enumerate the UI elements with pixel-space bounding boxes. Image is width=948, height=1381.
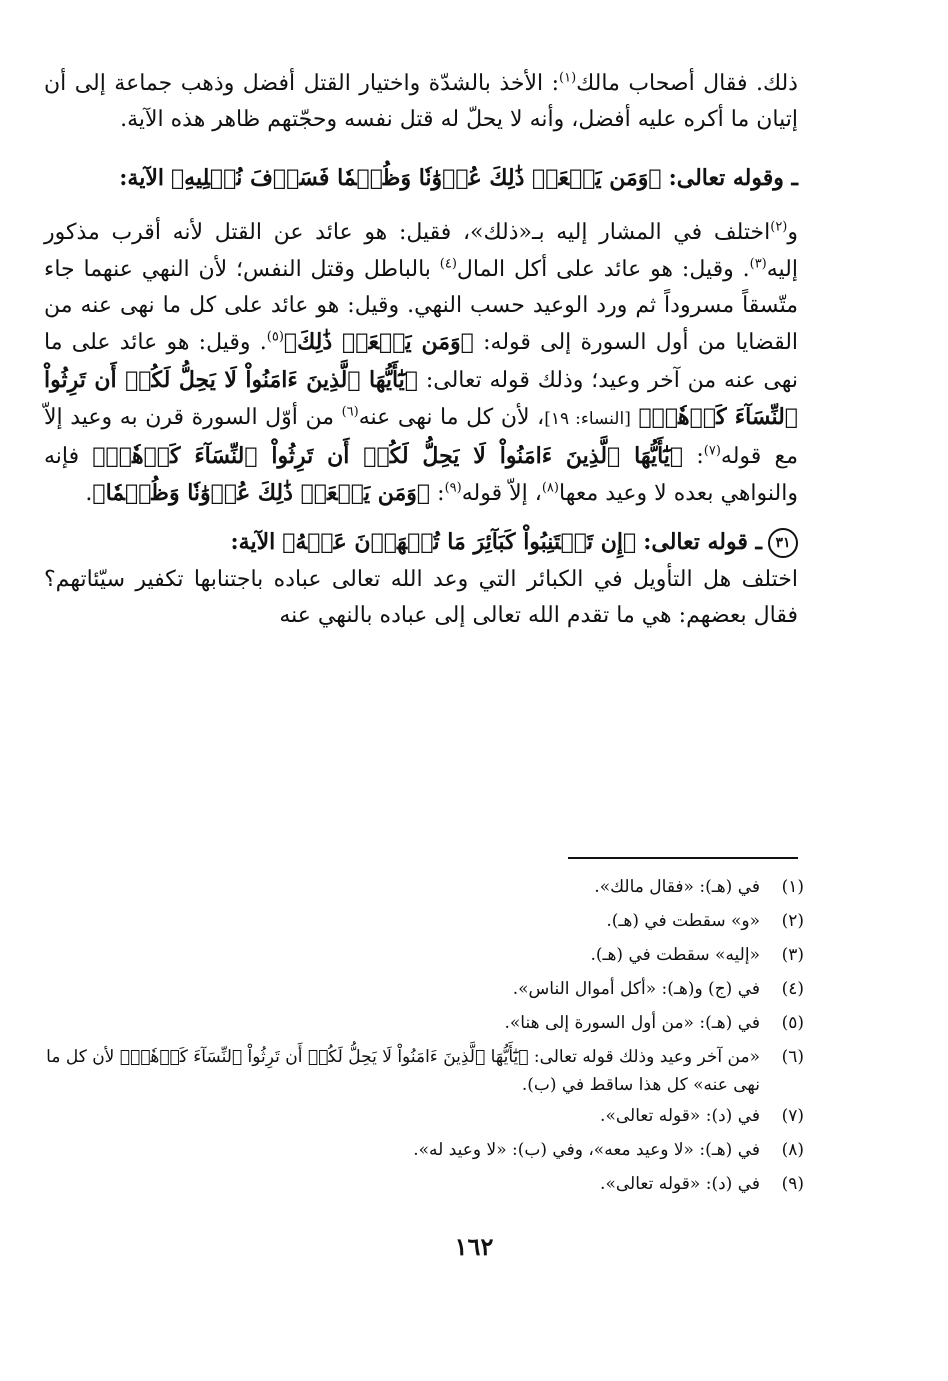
text-run: اختلف هل التأويل في الكبائر التي وعد الله تعالى عباده باجتنابها تكفير سيّئاتهم؟ فقال بعضهم: هي ما تقدم الله تعالى إلى عباده بالنهي عنه [44, 566, 798, 629]
text-run: : [696, 443, 704, 469]
text-run: : الأخذ بالشدّة واختيار القتل أفضل وذهب جماعة إلى أن إتيان ما أكره عليه أفضل، وأنه لا يحلّ له قتل نفسه وحجّتهم ظاهر هذه الآية. [44, 71, 798, 133]
text-run: ، إلاّ قوله [461, 481, 542, 507]
footnote-number: (٥) [781, 1013, 804, 1033]
quran-verse: ﴿يَٰٓأَيُّهَا ٱلَّذِينَ ءَامَنُواْ لَا يَحِلُّ لَكُمۡ أَن تَرِثُواْ ٱلنِّسَآءَ كَرۡهٗاۖ﴾ [44, 366, 799, 431]
footnote [44, 972, 804, 1006]
footnote-text: في (هـ): «لا وعيد معه»، وفي (ب): «لا وعيد له». [413, 1140, 760, 1160]
footnote-divider [568, 857, 798, 859]
verse-number-badge: ٣١ [768, 528, 798, 558]
footnotes [44, 870, 804, 1201]
surah-reference: [النساء: ١٩] [544, 409, 631, 430]
quran-verse: ﴿وَمَن يَفۡعَلۡ ذَٰلِكَ﴾ [283, 329, 474, 356]
paragraph-1 [44, 66, 798, 139]
footnote-ref-4[interactable]: (٤) [439, 256, 457, 272]
footnote [44, 904, 804, 938]
footnote-ref-3[interactable]: (٣) [749, 256, 767, 272]
heading-tail: الآية: [230, 529, 276, 556]
footnote-text: في (د): «قوله تعالى». [600, 1106, 760, 1126]
footnote-ref-7[interactable]: (٧) [703, 443, 721, 459]
footnote-number: (٣) [781, 945, 804, 965]
quran-verse: ﴿إِن تَجۡتَنِبُواْ كَبَآئِرَ مَا تُنۡهَوۡنَ عَنۡهُ﴾ [282, 529, 637, 556]
footnote-ref-6[interactable]: (٦) [341, 404, 359, 420]
quran-verse: ﴿يَٰٓأَيُّهَا ٱلَّذِينَ ءَامَنُواْ لَا يَحِلُّ لَكُمۡ أَن تَرِثُواْ ٱلنِّسَآءَ كَرۡهٗاۖ﴾ [92, 442, 684, 469]
text-run: اختلف في المشار إليه بـ«ذلك»، فقيل: هو عائد عن القتل لأنه أقرب مذكور إليه [44, 220, 798, 282]
heading-tail: الآية: [119, 164, 164, 191]
heading-label: ـ قوله تعالى: [643, 529, 762, 556]
footnote-number: (٧) [781, 1106, 804, 1126]
text-run: : [437, 481, 445, 507]
section-heading-verse-31 [44, 524, 798, 561]
text-run: . [85, 481, 93, 507]
quran-verse: ﴿وَمَن يَفۡعَلۡ ذَٰلِكَ عُدۡوَٰنٗا وَظُلۡمٗا﴾ [92, 480, 431, 507]
text-run: فإنه والنواهي بعده لا وعيد معها [44, 443, 798, 507]
footnote [44, 1006, 804, 1040]
text-run: بالباطل وقتل النفس؛ لأن النهي عنهما جاء متّسقاً مسروداً ثم ورد الوعيد حسب النهي. وقيل: هو عائد على كل ما نهى عنه من القضايا من أول السورة إلى قوله: [44, 256, 799, 356]
section-heading-verse-30 [44, 160, 798, 197]
footnote-text: «و» سقطت في (هـ). [606, 911, 760, 931]
footnote-number: (٩) [781, 1174, 804, 1194]
footnote-text: في (هـ): «فقال مالك». [594, 877, 760, 897]
text-run: ذلك. فقال أصحاب مالك [576, 71, 798, 96]
footnote-ref-1[interactable]: (١) [559, 70, 577, 86]
footnote-text: في (ج) و(هـ): «أكل أموال الناس». [512, 979, 760, 999]
text-run: من أوّل السورة قرن به وعيد إلاّ مع قوله [44, 405, 798, 469]
paragraph-3 [44, 562, 798, 635]
footnote-ref-9[interactable]: (٩) [444, 480, 462, 496]
paragraph-2 [44, 215, 798, 512]
footnote-number: (١) [781, 877, 804, 897]
footnote [44, 1040, 804, 1099]
quran-verse: ﴿وَمَن يَفۡعَلۡ ذَٰلِكَ عُدۡوَٰنٗا وَظُلۡمٗا فَسَوۡفَ نُصۡلِيهِ﴾ [170, 164, 662, 191]
text-run: ، لأن كل ما نهى عنه [358, 405, 545, 431]
text-run: و [787, 220, 798, 246]
footnote-ref-5[interactable]: (٥) [266, 330, 284, 346]
footnote [44, 938, 804, 972]
footnote [44, 1099, 804, 1133]
heading-label: ـ وقوله تعالى: [668, 164, 798, 191]
footnote-number: (٦) [781, 1047, 804, 1067]
footnote-text: في (هـ): «من أول السورة إلى هنا». [504, 1013, 760, 1033]
text-run: . وقيل: هو عائد على أكل المال [456, 256, 750, 282]
footnote-number: (٤) [781, 979, 804, 999]
main-text [44, 66, 798, 635]
footnote [44, 1167, 804, 1201]
text-run: . وقيل: هو عائد على ما نهى عنه من آخر وعيد؛ وذلك قوله تعالى: [44, 330, 798, 393]
footnote-text: «من آخر وعيد وذلك قوله تعالى: ﴿يَٰٓأَيُّهَا ٱلَّذِينَ ءَامَنُواْ لَا يَحِلُّ لَكُمۡ أَن تَرِثُواْ ٱلنِّسَآءَ كَرۡهٗاۖ﴾ لأن كل ما نهى عنه» كل هذا ساقط في (ب). [46, 1047, 760, 1095]
footnote [44, 1133, 804, 1167]
footnote-text: «إليه» سقطت في (هـ). [590, 945, 760, 965]
footnote-number: (٨) [781, 1140, 804, 1160]
footnote-text: في (د): «قوله تعالى». [600, 1174, 760, 1194]
footnote [44, 870, 804, 904]
footnote-ref-8[interactable]: (٨) [541, 480, 559, 496]
footnote-ref-2[interactable]: (٢) [770, 219, 788, 235]
page-number: ١٦٢ [454, 1232, 494, 1261]
footnote-number: (٢) [781, 911, 804, 931]
